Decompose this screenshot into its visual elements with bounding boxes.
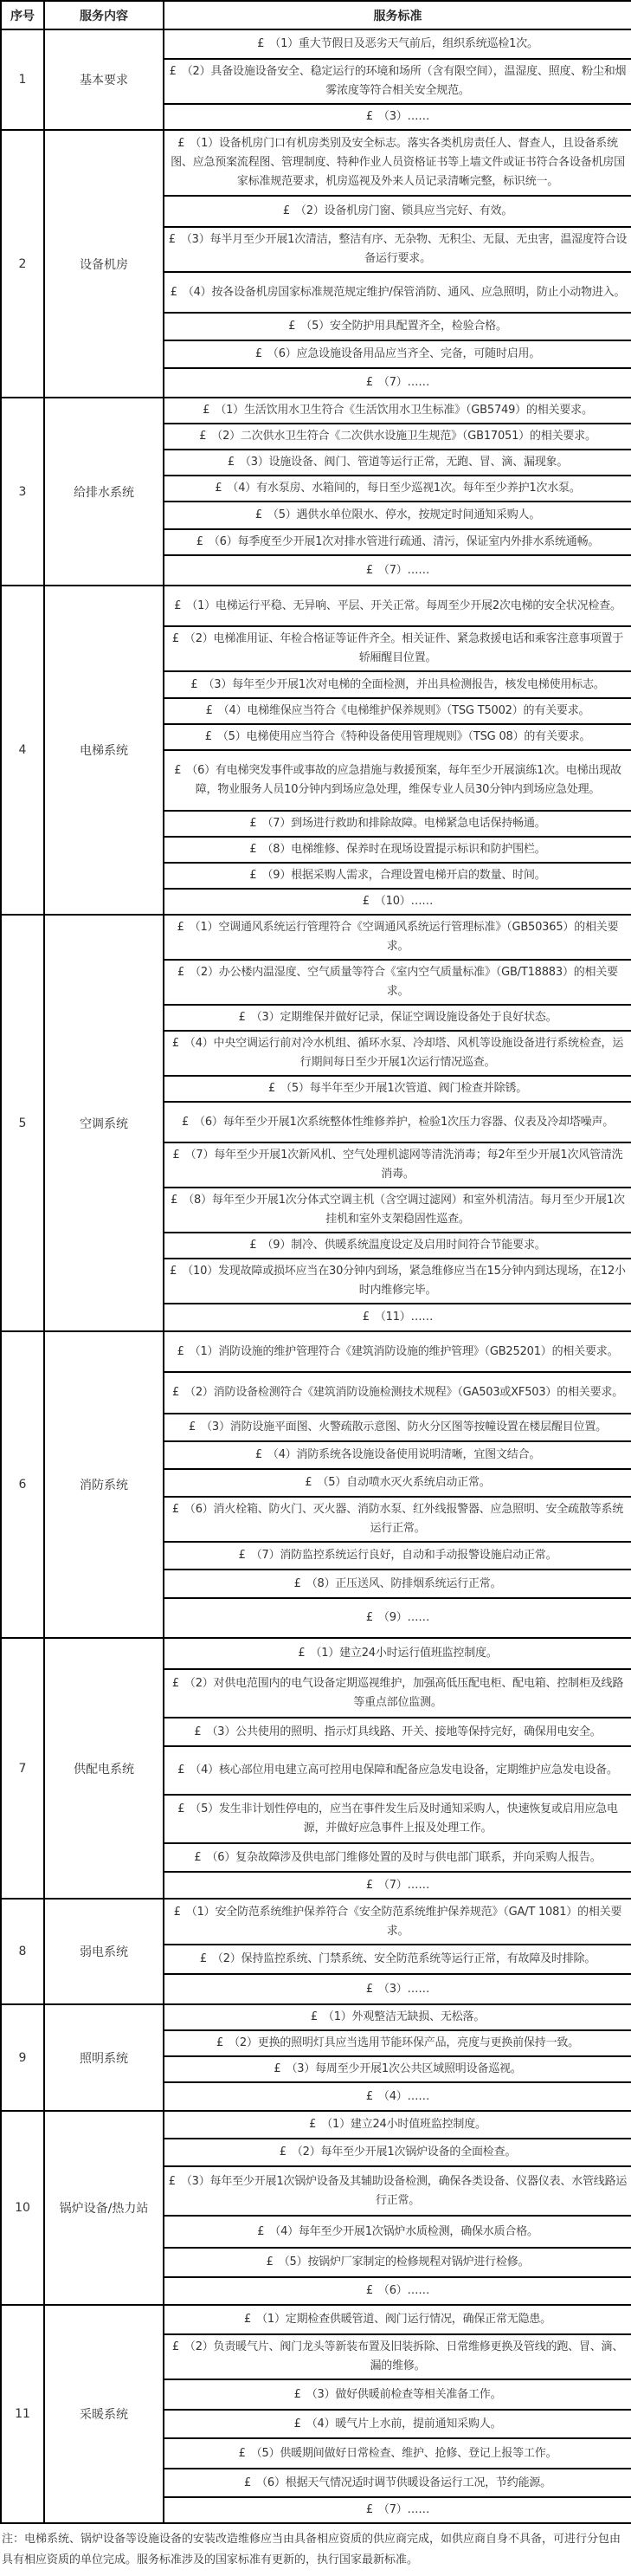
standard-item <box>164 1795 631 1843</box>
checkbox-icon[interactable]: £ <box>199 1952 207 1965</box>
checkbox-icon[interactable]: £ <box>254 347 262 360</box>
standard-text: （3）每年至少开展1次锅炉设备及其辅助设备检测，确保各类设备、仪器仪表、水管线路运行正常。 <box>180 2174 628 2207</box>
section-name: 照明系统 <box>44 2004 164 2111</box>
standard-item <box>164 1570 631 1598</box>
checkbox-icon[interactable]: £ <box>171 1386 180 1399</box>
standard-text: （3）做好供暖前检查等相关准备工作。 <box>306 2387 502 2401</box>
checkbox-icon[interactable]: £ <box>177 1803 185 1815</box>
standard-text: （5）发生非计划性停电的，应当在事件发生后及时通知采购人，快速恢复或启用应急电源，并做好应急事件上报及处理工作。 <box>190 1803 618 1835</box>
checkbox-icon[interactable]: £ <box>249 817 257 830</box>
checkbox-icon[interactable]: £ <box>244 2313 252 2326</box>
standard-text: （4）核心部位用电建立高可控用电保障和配备应急发电设备，定期维护应急发电设备。 <box>190 1764 618 1777</box>
standard-text: （4）暖气片上水前，提前通知采购人。 <box>306 2417 502 2430</box>
standard-text: （7）…… <box>377 376 430 389</box>
checkbox-icon[interactable]: £ <box>282 204 290 217</box>
standard-text: （2）具备设施设备安全、稳定运行的环境和场所（含有限空间），温湿度、照度、粉尘和烟雾浓度等符合相关安全规范。 <box>181 65 627 97</box>
checkbox-icon[interactable]: £ <box>196 535 203 548</box>
standard-item <box>164 313 631 340</box>
standard-item <box>164 960 631 1005</box>
checkbox-icon[interactable]: £ <box>215 482 222 495</box>
table-row <box>1 2305 631 2334</box>
checkbox-icon[interactable]: £ <box>365 2284 373 2297</box>
standard-item <box>164 1718 631 1746</box>
standard-item <box>164 529 631 555</box>
standard-item <box>164 196 631 227</box>
standard-text: （3）…… <box>377 1982 430 1996</box>
checkbox-icon[interactable]: £ <box>238 1549 246 1562</box>
standard-text: （3）设施设备、阀门、管道等运行正常，无跑、冒、滴、漏现象。 <box>239 456 569 469</box>
checkbox-icon[interactable]: £ <box>171 2340 179 2353</box>
standard-text: （2）更换的照明灯具应当选用节能环保产品，亮度与更换前保持一致。 <box>229 2036 579 2049</box>
section-number: 7 <box>1 1638 44 1899</box>
checkbox-icon[interactable]: £ <box>293 2417 301 2430</box>
table-row <box>1 586 631 626</box>
standard-text: （6）应急设施设备用品应当齐全、完备，可随时启用。 <box>267 347 541 360</box>
standard-text: （1）电梯运行平稳、无异响、平层、开关正常。每周至少开展2次电梯的安全状况检查。 <box>186 599 621 612</box>
standard-text: （4）…… <box>377 2089 430 2103</box>
checkbox-icon[interactable]: £ <box>365 1611 373 1624</box>
standard-item <box>164 1441 631 1469</box>
checkbox-icon[interactable]: £ <box>177 966 185 979</box>
standard-item <box>164 698 631 724</box>
standard-text: （4）消防系统各设施设备使用说明清晰，宜图文结合。 <box>267 1448 541 1461</box>
checkbox-icon[interactable]: £ <box>168 2174 176 2188</box>
standard-text: （2）每年至少开展1次锅炉设备的全面检查。 <box>291 2146 517 2159</box>
standard-item <box>164 368 631 398</box>
section-name: 空调系统 <box>44 915 164 1331</box>
checkbox-icon[interactable]: £ <box>171 632 179 645</box>
standard-text: （8）正压送风、防排烟系统运行正常。 <box>306 1576 502 1590</box>
checkbox-icon[interactable]: £ <box>205 704 213 717</box>
standard-text: （5）安全防护用具配置齐全，检验合格。 <box>300 320 507 333</box>
standard-text: （9）制冷、供暖系统温度设定及启用时间符合节能要求。 <box>261 1239 546 1252</box>
standard-text: （1）建立24小时值班监控制度。 <box>321 2118 486 2131</box>
standard-text: （5）自动喷水灭火系统启动正常。 <box>317 1476 491 1489</box>
standard-text: （3）…… <box>377 110 430 123</box>
checkbox-icon[interactable]: £ <box>365 2089 373 2103</box>
section-name: 设备机房 <box>44 130 164 398</box>
standard-item <box>164 272 631 313</box>
checkbox-icon[interactable]: £ <box>177 137 185 150</box>
section-name: 基本要求 <box>44 29 164 130</box>
checkbox-icon[interactable]: £ <box>257 37 265 50</box>
section-number: 4 <box>1 586 44 915</box>
section-name: 给排水系统 <box>44 398 164 586</box>
table-row <box>1 2004 631 2030</box>
standard-item <box>164 1638 631 1669</box>
standard-item <box>164 1974 631 2004</box>
section-number: 8 <box>1 1899 44 2004</box>
standard-text: （9）…… <box>377 1611 430 1624</box>
checkbox-icon[interactable]: £ <box>288 320 296 333</box>
header-no: 序号 <box>1 1 44 29</box>
standard-item <box>164 724 631 750</box>
checkbox-icon[interactable]: £ <box>204 730 212 743</box>
standard-item <box>164 424 631 450</box>
standard-text: （5）按锅炉厂家制定的检修规程对锅炉进行检修。 <box>278 2256 530 2269</box>
section-number: 10 <box>1 2111 44 2305</box>
checkbox-icon[interactable]: £ <box>293 2387 301 2401</box>
standard-text: （1）外观整洁无缺损、无松落。 <box>322 2010 486 2023</box>
standard-text: （6）有电梯突发事件或事故的应急措施与救援预案，每年至少开展演练1次。电梯出现故障，物业服务人员10分钟内到场应急处理，维保专业人员30分钟内到场应急处理。 <box>186 764 621 796</box>
standard-text: （6）消火栓箱、防火门、灭火器、消防水泵、红外线报警器、应急照明、安全疏散等系统运行正常。 <box>184 1503 624 1535</box>
checkbox-icon[interactable]: £ <box>244 2476 252 2489</box>
standard-text: （4）按各设备机房国家标准规范规定维护/保管消防、通风、应急照明，防止小动物进入。 <box>182 285 626 299</box>
standard-item <box>164 1414 631 1441</box>
standard-text: （1）设备机房门口有机房类别及安全标志。落实各类机房责任人、督查人，且设备系统图、应急预案流程图、管理制度、特种作业人员资格证书等上墙文件或证书符合各设备机房国家标准规范要求，机房巡视及外来人员记录清晰完整，标识统一。 <box>171 137 625 188</box>
table-row <box>1 915 631 960</box>
standard-text: （1）定期检查供暖管道、阀门运行情况，确保正常无隐患。 <box>256 2313 551 2326</box>
standard-text: （3）消防设施平面图、火警疏散示意图、防火分区图等按幢设置在楼层醒目位置。 <box>201 1421 607 1434</box>
checkbox-icon[interactable]: £ <box>249 1239 257 1252</box>
standard-text: （1）建立24小时运行值班监控制度。 <box>310 1647 498 1660</box>
standard-item <box>164 340 631 368</box>
standard-text: （6）…… <box>377 2284 430 2297</box>
standard-item <box>164 476 631 502</box>
standard-item <box>164 1669 631 1718</box>
standard-item <box>164 398 631 424</box>
checkbox-icon[interactable]: £ <box>298 1647 306 1660</box>
checkbox-icon[interactable]: £ <box>171 1194 178 1207</box>
standard-text: （8）每年至少开展1次分体式空调主机（含空调过滤网）和室外机清洁。每月至少开展1次挂机和室外支架稳固性巡查。 <box>183 1194 625 1226</box>
standard-text: （4）每年至少开展1次锅炉水质检测，确保水质合格。 <box>269 2224 538 2238</box>
standard-text: （7）…… <box>377 2503 430 2516</box>
checkbox-icon[interactable]: £ <box>172 1149 180 1162</box>
standard-item <box>164 2410 631 2438</box>
section-number: 1 <box>1 29 44 130</box>
standard-item <box>164 1188 631 1233</box>
checkbox-icon[interactable]: £ <box>203 404 210 417</box>
standard-text: （2）保持监控系统、门禁系统、安全防范系统等运行正常，有故障及时排除。 <box>211 1952 596 1965</box>
standard-item <box>164 29 631 59</box>
checkbox-icon[interactable]: £ <box>190 677 198 691</box>
standard-text: （2）二次供水卫生符合《二次供水设施卫生规范》（GB17051）的相关要求。 <box>211 430 596 443</box>
checkbox-icon[interactable]: £ <box>170 285 177 299</box>
checkbox-icon[interactable]: £ <box>177 921 184 934</box>
checkbox-icon[interactable]: £ <box>362 895 370 908</box>
standard-item <box>164 1031 631 1076</box>
standard-item <box>164 1872 631 1899</box>
table-row <box>1 2111 631 2139</box>
standard-text: （2）对供电范围内的电气设备定期巡视维护，加强高低压配电柜、配电箱、控制柜及线路等重点部位监测。 <box>184 1677 624 1709</box>
checkbox-icon[interactable]: £ <box>365 1982 373 1996</box>
checkbox-icon[interactable]: £ <box>266 2256 274 2269</box>
standard-item <box>164 586 631 626</box>
section-name: 弱电系统 <box>44 1899 164 2004</box>
standard-item <box>164 104 631 130</box>
standard-item <box>164 2056 631 2082</box>
standard-text: （1）生活饮用水卫生符合《生活饮用水卫生标准》（GB5749）的相关要求。 <box>215 404 593 417</box>
checkbox-icon[interactable]: £ <box>305 1476 312 1489</box>
section-name: 供配电系统 <box>44 1638 164 1899</box>
checkbox-icon[interactable]: £ <box>254 1448 262 1461</box>
table-body <box>1 29 631 2523</box>
standard-item <box>164 671 631 698</box>
section-number: 3 <box>1 398 44 586</box>
standard-item <box>164 1233 631 1259</box>
checkbox-icon[interactable]: £ <box>199 430 207 443</box>
standard-item <box>164 2379 631 2410</box>
table-row <box>1 1899 631 1945</box>
standard-text: （2）电梯准用证、年检合格证等证件齐全。相关证件、紧急救援电话和乘客注意事项置于轿厢醒目位置。 <box>184 632 624 664</box>
checkbox-icon[interactable]: £ <box>362 1311 370 1324</box>
table-row <box>1 130 631 196</box>
standard-text: （9）根据采购人需求，合理设置电梯开启的数量、时间。 <box>261 869 546 882</box>
standard-item <box>164 2030 631 2056</box>
standard-item <box>164 1497 631 1542</box>
checkbox-icon[interactable]: £ <box>249 843 257 856</box>
checkbox-icon[interactable]: £ <box>365 110 373 123</box>
standard-item <box>164 1076 631 1102</box>
checkbox-icon[interactable]: £ <box>279 2146 287 2159</box>
footnote: 注：电梯系统、锅炉设备等设施设备的安装改造维修应当由具备相应资质的供应商完成，如供应商自身不具备，可进行分包由具有相应资质的单位完成。服务标准涉及的国家标准有更新的，执行国家最新标准。 <box>2 2533 621 2566</box>
standard-item <box>164 1598 631 1638</box>
standard-item <box>164 2469 631 2497</box>
standard-item <box>164 2277 631 2305</box>
standard-text: （2）负责暖气片、阀门龙头等新装布置及旧装拆除、日常维修更换及管线的跑、冒、滴、漏的维修。 <box>184 2340 624 2372</box>
header-content: 服务内容 <box>44 1 164 29</box>
standard-item <box>164 2216 631 2248</box>
checkbox-icon[interactable]: £ <box>238 2446 246 2460</box>
checkbox-icon[interactable]: £ <box>249 869 257 882</box>
standard-item <box>164 626 631 671</box>
standard-text: （10）发现故障或损坏应当在30分钟内到场，紧急维修应当在15分钟内到达现场，在12小时内维修完毕。 <box>182 1265 626 1297</box>
checkbox-icon[interactable]: £ <box>254 508 262 521</box>
checkbox-icon[interactable]: £ <box>171 1677 179 1690</box>
standard-text: （1）空调通风系统运行管理符合《空调通风系统运行管理标准》（GB50365）的相关要求。 <box>189 921 619 953</box>
standard-text: （8）电梯维修、保养时在现场设置提示标识和防护围栏。 <box>261 843 546 856</box>
standard-text: （3）定期维保并做好记录，保证空调设施设备处于良好状态。 <box>250 1011 557 1024</box>
table-row <box>1 398 631 424</box>
section-number: 2 <box>1 130 44 398</box>
standard-item <box>164 1142 631 1188</box>
checkbox-icon[interactable]: £ <box>171 1503 179 1516</box>
standard-text: （3）每年至少开展1次对电梯的全面检测，并出具检测报告，核发电梯使用标志。 <box>203 677 605 691</box>
checkbox-icon[interactable]: £ <box>227 456 235 469</box>
standard-text: （5）每半年至少开展1次管道、阀门检查并除锈。 <box>280 1082 528 1095</box>
standard-text: （1）重大节假日及恶劣天气前后，组织系统巡检1次。 <box>269 37 538 50</box>
standard-item <box>164 1945 631 1974</box>
standard-text: （6）每季度至少开展1次对排水管进行疏通、清污，保证室内外排水系统通畅。 <box>208 535 600 548</box>
standard-text: （2）办公楼内温湿度、空气质量等符合《室内空气质量标准》（GB/T18883）的相关要求。 <box>190 966 618 998</box>
standard-item <box>164 1542 631 1570</box>
checkbox-icon[interactable]: £ <box>257 2224 265 2238</box>
standard-item <box>164 2111 631 2139</box>
checkbox-icon[interactable]: £ <box>174 599 182 612</box>
standard-text: （4）电梯维保应当符合《电梯维护保养规则》（TSG T5002）的有关要求。 <box>217 704 590 717</box>
standard-text: （7）…… <box>377 563 430 577</box>
standard-item <box>164 227 631 272</box>
checkbox-icon[interactable]: £ <box>365 376 373 389</box>
checkbox-icon[interactable]: £ <box>216 2036 224 2049</box>
standard-item <box>164 555 631 586</box>
standard-item <box>164 1259 631 1304</box>
section-number: 6 <box>1 1331 44 1638</box>
section-number: 5 <box>1 915 44 1331</box>
standard-item <box>164 450 631 476</box>
standard-text: （3）每半月至少开展1次清洁，整洁有序、无杂物、无积尘、无鼠、无虫害，温湿度符合设备运行要求。 <box>180 233 628 265</box>
standard-item <box>164 1469 631 1497</box>
standard-text: （1）安全防范系统维护保养符合《安全防范系统维护保养规范》（GA/T 1081）的相关要求。 <box>185 1905 622 1938</box>
standard-item <box>164 2497 631 2523</box>
standard-item <box>164 863 631 889</box>
standard-item <box>164 502 631 529</box>
table-row <box>1 1638 631 1669</box>
standard-item <box>164 915 631 960</box>
checkbox-icon[interactable]: £ <box>177 1344 184 1358</box>
standard-item <box>164 2004 631 2030</box>
standard-text: （3）公共使用的照明、指示灯具线路、开关、接地等保持完好，确保用电安全。 <box>206 1725 602 1738</box>
standard-text: （7）消防监控系统运行良好，自动和手动报警设施启动正常。 <box>250 1549 557 1562</box>
checkbox-icon[interactable]: £ <box>170 1265 177 1278</box>
checkbox-icon[interactable]: £ <box>194 1725 202 1738</box>
checkbox-icon[interactable]: £ <box>238 1011 246 1024</box>
section-name: 锅炉设备/热力站 <box>44 2111 164 2305</box>
standard-text: （11）…… <box>374 1311 434 1324</box>
standard-item <box>164 889 631 915</box>
checkbox-icon[interactable]: £ <box>194 1850 202 1864</box>
standard-item <box>164 2438 631 2469</box>
standard-item <box>164 811 631 837</box>
checkbox-icon[interactable]: £ <box>365 2503 373 2516</box>
standard-item <box>164 2139 631 2166</box>
checkbox-icon[interactable]: £ <box>169 65 177 78</box>
standard-item <box>164 1005 631 1031</box>
standard-item <box>164 1304 631 1331</box>
section-name: 电梯系统 <box>44 586 164 915</box>
standard-text: （6）根据天气情况适时调节供暖设备运行工况，节约能源。 <box>256 2476 551 2489</box>
standard-text: （7）每年至少开展1次新风机、空气处理机滤网等清洗消毒；每2年至少开展1次风管清洗消毒。 <box>184 1149 623 1181</box>
standard-text: （6）复杂故障涉及供电部门维修处置的及时与供电部门联系，并向采购人报告。 <box>206 1850 602 1864</box>
standard-item <box>164 2082 631 2111</box>
standard-text: （4）有水泵房、水箱间的，每日至少巡视1次。每年至少养护1次水泵。 <box>227 482 581 495</box>
checkbox-icon[interactable]: £ <box>267 1082 276 1095</box>
standard-item <box>164 750 631 811</box>
table-row <box>1 1331 631 1372</box>
standard-text: （3）每周至少开展1次公共区域照明设备巡视。 <box>286 2062 522 2075</box>
checkbox-icon[interactable]: £ <box>189 1421 196 1434</box>
checkbox-icon[interactable]: £ <box>309 2118 317 2131</box>
standard-text: （2）设备机房门窗、锁具应当完好、有效。 <box>294 204 513 217</box>
standard-item <box>164 837 631 863</box>
section-number: 11 <box>1 2305 44 2523</box>
header-row <box>1 1 631 29</box>
standard-text: （5）电梯使用应当符合《特种设备使用管理规则》（TSG 08）的有关要求。 <box>216 730 591 743</box>
checkbox-icon[interactable]: £ <box>171 1037 179 1050</box>
standard-item <box>164 59 631 104</box>
checkbox-icon[interactable]: £ <box>174 764 182 777</box>
standard-item <box>164 1102 631 1142</box>
standard-text: （6）每年至少开展1次系统整体性维修养护，检验1次压力容器、仪表及冷却塔噪声。 <box>194 1115 615 1129</box>
standard-item <box>164 1331 631 1372</box>
standard-item <box>164 2166 631 2216</box>
standard-text: （7）…… <box>377 1878 430 1892</box>
checkbox-icon[interactable]: £ <box>310 2010 318 2023</box>
standard-text: （5）遇供水单位限水、停水，按规定时间通知采购人。 <box>267 508 541 521</box>
checkbox-icon[interactable]: £ <box>274 2062 281 2075</box>
table-row <box>1 29 631 59</box>
checkbox-icon[interactable]: £ <box>177 1764 185 1777</box>
checkbox-icon[interactable]: £ <box>293 1576 301 1590</box>
standard-text: （7）到场进行救助和排除故障。电梯紧急电话保持畅通。 <box>261 817 546 830</box>
standard-text: （2）消防设备检测符合《建筑消防设施检测技术规程》（GA503或XF503）的相关要求。 <box>184 1386 624 1399</box>
standard-item <box>164 2248 631 2277</box>
standard-item <box>164 1843 631 1872</box>
header-standard: 服务标准 <box>164 1 631 29</box>
standard-item <box>164 1746 631 1795</box>
checkbox-icon[interactable]: £ <box>173 1905 181 1919</box>
standard-text: （1）消防设施的维护管理符合《建筑消防设施的维护管理》（GB25201）的相关要求。 <box>189 1344 619 1358</box>
standard-item <box>164 1899 631 1945</box>
standard-item <box>164 2334 631 2379</box>
section-number: 9 <box>1 2004 44 2111</box>
checkbox-icon[interactable]: £ <box>365 563 373 577</box>
standard-text: （10）…… <box>374 895 434 908</box>
standard-text: （5）供暖期间做好日常检查、维护、抢修、登记上报等工作。 <box>250 2446 557 2460</box>
standard-item <box>164 2305 631 2334</box>
checkbox-icon[interactable]: £ <box>168 233 176 246</box>
section-name: 消防系统 <box>44 1331 164 1638</box>
section-name: 采暖系统 <box>44 2305 164 2523</box>
checkbox-icon[interactable]: £ <box>181 1115 190 1129</box>
checkbox-icon[interactable]: £ <box>365 1878 373 1892</box>
standard-item <box>164 130 631 196</box>
standard-text: （4）中央空调运行前对冷水机组、循环水泵、冷却塔、风机等设施设备进行系统检查，运行期间每日至少开展1次运行情况巡查。 <box>184 1037 624 1069</box>
standard-item <box>164 1372 631 1414</box>
